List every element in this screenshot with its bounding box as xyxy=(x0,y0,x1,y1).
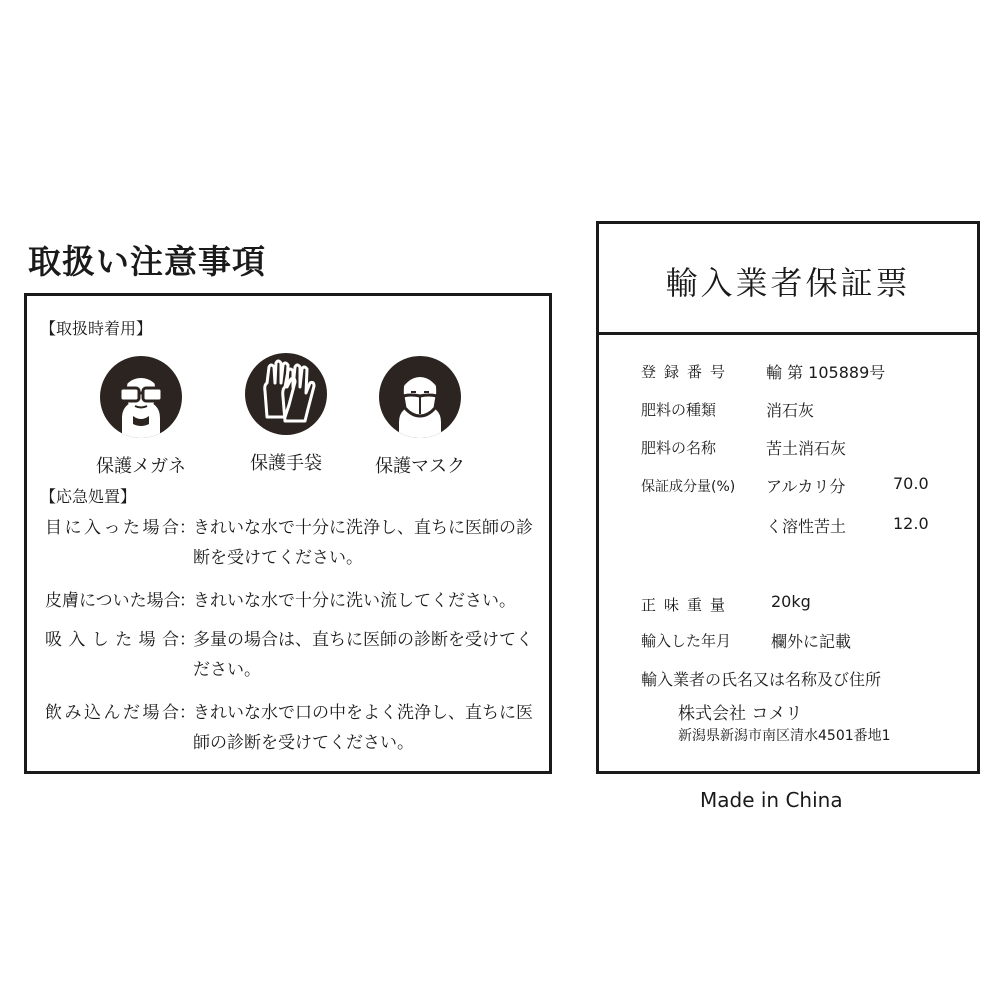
page-title: 取扱い注意事項 xyxy=(28,242,266,281)
ppe-item-glasses xyxy=(71,356,211,478)
first-aid-inhale-label: 吸入した場合 xyxy=(45,630,179,650)
first-aid-swallow-text: きれいな水で口の中をよく洗浄し、直ちに医師の診断を受けてください。 xyxy=(193,703,533,753)
registration-label: 登録番号 xyxy=(641,363,734,381)
ppe-label-mask: 保護マスク xyxy=(375,456,465,477)
certificate-title-cell xyxy=(599,224,977,335)
first-aid-skin-label: 皮膚についた場合 xyxy=(45,591,181,611)
first-aid-eye xyxy=(45,513,533,573)
first-aid-inhale xyxy=(45,625,533,685)
registration-value: 輸 第 105889号 xyxy=(766,363,886,382)
ppe-item-gloves xyxy=(216,353,356,475)
colon: ： xyxy=(179,703,196,723)
first-aid-skin-text: きれいな水で十分に洗い流してください。 xyxy=(193,591,516,611)
fertilizer-name-value: 苦土消石灰 xyxy=(766,439,847,458)
component-value: 12.0 xyxy=(893,514,929,533)
component-name: アルカリ分 xyxy=(766,477,846,496)
fertilizer-type-label: 肥料の種類 xyxy=(641,401,717,419)
first-aid-eye-text: きれいな水で十分に洗浄し、直ちに医師の診断を受けてください。 xyxy=(193,518,533,568)
ppe-heading: 【取扱時着用】 xyxy=(40,319,153,338)
first-aid-inhale-text: 多量の場合は、直ちに医師の診断を受けてください。 xyxy=(193,630,533,680)
net-weight-value: 20kg xyxy=(771,592,811,611)
first-aid-heading: 【応急処置】 xyxy=(40,487,137,506)
first-aid-eye-label: 目に入った場合 xyxy=(45,518,179,538)
ppe-label-glasses: 保護メガネ xyxy=(96,456,186,477)
guaranteed-components-label: 保証成分量(%) xyxy=(641,479,736,495)
fertilizer-type-value: 消石灰 xyxy=(766,401,815,420)
importer-label: 輸入業者の氏名又は名称及び住所 xyxy=(641,670,882,689)
colon: ： xyxy=(179,591,196,611)
protective-gloves-icon xyxy=(245,353,327,435)
first-aid-swallow-label: 飲み込んだ場合 xyxy=(45,703,179,723)
certificate-title: 輸入業者保証票 xyxy=(665,264,911,302)
first-aid-skin xyxy=(45,586,533,616)
ppe-label-gloves: 保護手袋 xyxy=(250,453,322,474)
first-aid-swallow xyxy=(45,698,533,758)
component-value: 70.0 xyxy=(893,474,929,493)
importer-address: 新潟県新潟市南区清水4501番地1 xyxy=(678,728,891,744)
importer-company: 株式会社 コメリ xyxy=(678,704,803,724)
colon: ： xyxy=(179,518,196,538)
safety-glasses-icon xyxy=(100,356,182,438)
fertilizer-name-label: 肥料の名称 xyxy=(641,439,717,457)
import-date-label: 輸入した年月 xyxy=(641,632,732,650)
country-of-origin: Made in China xyxy=(700,788,843,812)
import-date-value: 欄外に記載 xyxy=(771,632,852,651)
guarantee-certificate xyxy=(596,221,980,774)
colon: ： xyxy=(179,630,196,650)
ppe-item-mask xyxy=(350,356,490,478)
net-weight-label: 正味重量 xyxy=(641,596,734,614)
component-name: く溶性苦土 xyxy=(766,517,847,536)
face-mask-icon xyxy=(379,356,461,438)
